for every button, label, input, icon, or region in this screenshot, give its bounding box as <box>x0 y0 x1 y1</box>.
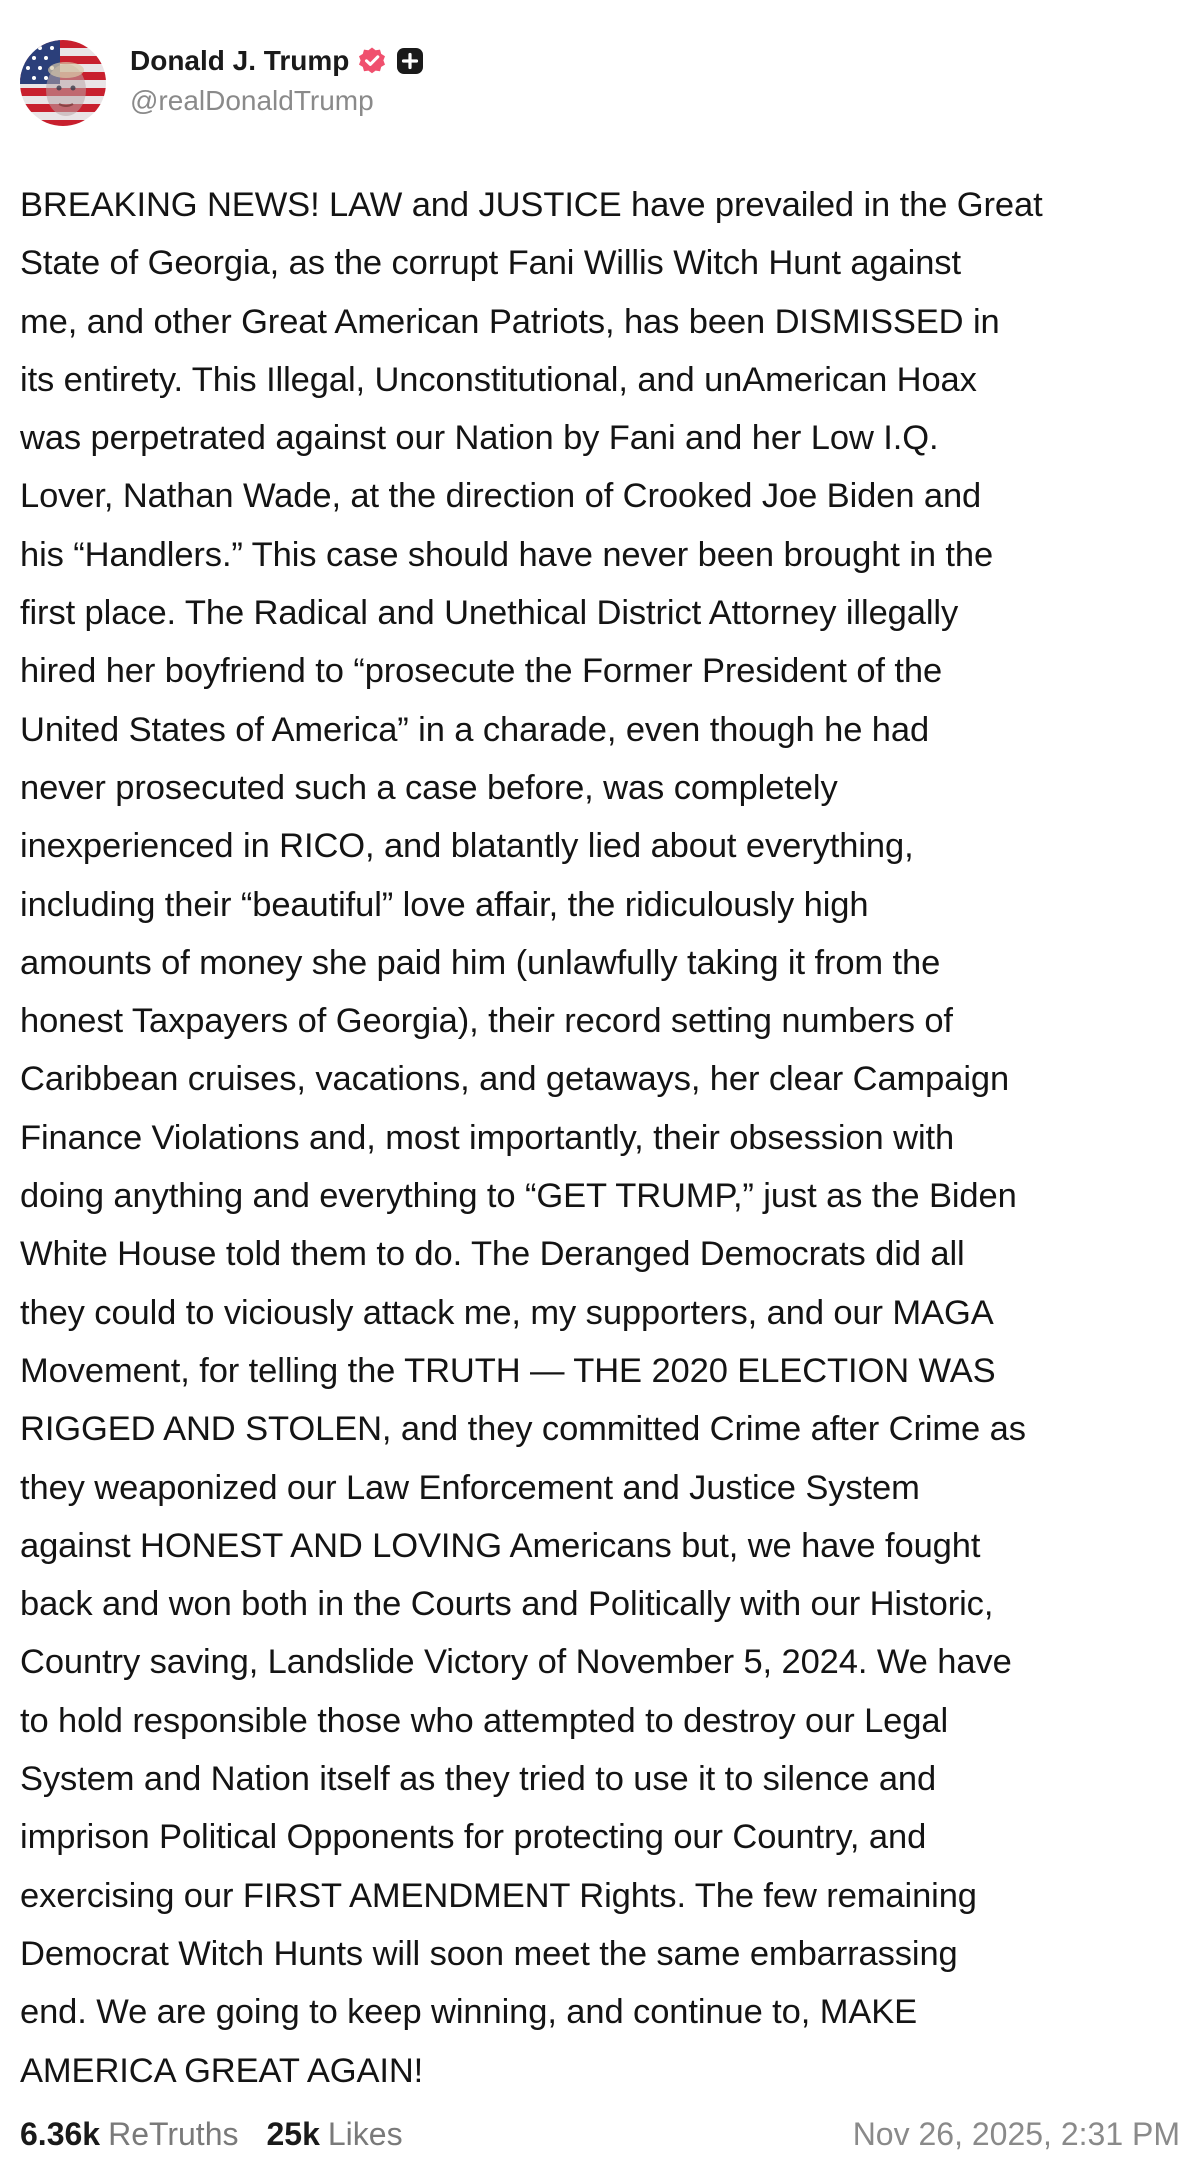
post-line: Democrat Witch Hunts will soon meet the same embarrassing <box>20 1934 958 1973</box>
retruths-label: ReTruths <box>108 2115 239 2152</box>
post-line: Finance Violations and, most importantly, their obsession with <box>20 1118 955 1157</box>
post-line: Caribbean cruises, vacations, and getaways, her clear Campaign <box>20 1060 1010 1099</box>
post-line: State of Georgia, as the corrupt Fani Willis Witch Hunt against <box>20 244 961 283</box>
verified-check-icon <box>357 46 387 76</box>
post-line: Lover, Nathan Wade, at the direction of Crooked Joe Biden and <box>20 477 982 516</box>
post-line: honest Taxpayers of Georgia), their record setting numbers of <box>20 1002 953 1041</box>
post-line: never prosecuted such a case before, was completely <box>20 768 838 807</box>
post-header <box>20 38 425 128</box>
post-footer <box>20 2112 1180 2156</box>
post-line: his “Handlers.” This case should have never been brought in the <box>20 535 994 574</box>
post-line: RIGGED AND STOLEN, and they committed Crime after Crime as <box>20 1410 1026 1449</box>
likes-label: Likes <box>327 2115 403 2152</box>
author-names <box>130 41 425 117</box>
name-row <box>130 41 425 81</box>
post-line: AMERICA GREAT AGAIN! <box>20 2051 424 2090</box>
post-line: end. We are going to keep winning, and continue to, MAKE <box>20 1993 918 2032</box>
post-line: BREAKING NEWS! LAW and JUSTICE have prevailed in the Great <box>20 186 1043 224</box>
likes-count: 25k <box>266 2115 320 2152</box>
avatar-flag-portrait-icon <box>20 40 106 126</box>
likes-stat[interactable] <box>266 2116 402 2153</box>
post-line: was perpetrated against our Nation by Fani and her Low I.Q. <box>20 419 939 458</box>
post-line: System and Nation itself as they tried to use it to silence and <box>20 1760 937 1799</box>
post-line: hired her boyfriend to “prosecute the Former President of the <box>20 652 943 691</box>
post-line: inexperienced in RICO, and blatantly lied about everything, <box>20 827 914 866</box>
post-line: Country saving, Landslide Victory of November 5, 2024. We have <box>20 1643 1012 1682</box>
post-line: they weaponized our Law Enforcement and Justice System <box>20 1468 920 1507</box>
display-name[interactable]: Donald J. Trump <box>130 45 350 76</box>
author-handle[interactable]: @realDonaldTrump <box>130 85 374 116</box>
post-line: its entirety. This Illegal, Unconstitutional, and unAmerican Hoax <box>20 360 977 399</box>
post-line: first place. The Radical and Unethical District Attorney illegally <box>20 594 959 633</box>
post-line: United States of America” in a charade, even though he had <box>20 710 930 749</box>
post-timestamp[interactable]: Nov 26, 2025, 2:31 PM <box>852 2115 1180 2152</box>
post-line: White House told them to do. The Deranged Democrats did all <box>20 1235 965 1274</box>
post-line: amounts of money she paid him (unlawfully taking it from the <box>20 943 941 982</box>
retruths-count: 6.36k <box>20 2115 101 2152</box>
post-line: they could to viciously attack me, my supporters, and our MAGA <box>20 1293 994 1332</box>
avatar[interactable] <box>20 40 106 126</box>
post-line: Movement, for telling the TRUTH — THE 2020 ELECTION WAS <box>20 1351 996 1390</box>
post-line: me, and other Great American Patriots, has been DISMISSED in <box>20 302 1000 341</box>
post-body <box>20 176 1182 2100</box>
post-line: against HONEST AND LOVING Americans but, we have fought <box>20 1526 981 1565</box>
retruths-stat[interactable] <box>20 2116 238 2153</box>
post-line: exercising our FIRST AMENDMENT Rights. The few remaining <box>20 1876 977 1915</box>
post-line: back and won both in the Courts and Politically with our Historic, <box>20 1585 994 1624</box>
plus-badge-icon <box>395 46 425 76</box>
post-line: imprison Political Opponents for protecting our Country, and <box>20 1818 927 1857</box>
post-line: to hold responsible those who attempted to destroy our Legal <box>20 1701 949 1740</box>
post-line: doing anything and everything to “GET TRUMP,” just as the Biden <box>20 1177 1017 1216</box>
post-line: including their “beautiful” love affair, the ridiculously high <box>20 885 869 924</box>
